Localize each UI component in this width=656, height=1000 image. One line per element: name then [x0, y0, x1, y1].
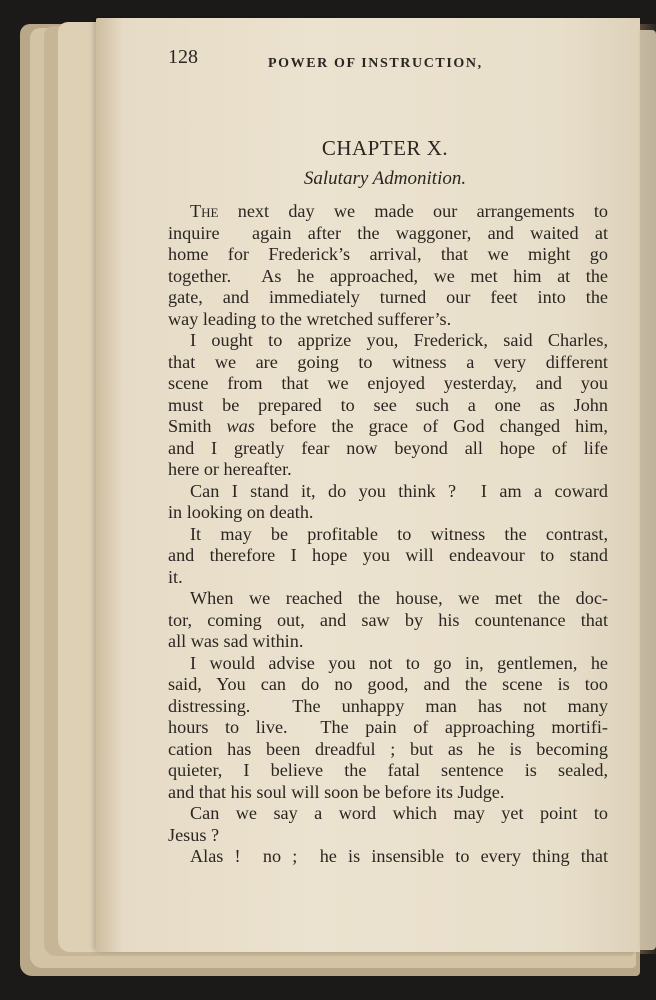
text-line [168, 481, 608, 503]
text-line [168, 373, 608, 395]
running-head: POWER OF INSTRUCTION, [268, 56, 483, 71]
text-segment: it. [168, 566, 183, 587]
text-line [168, 416, 608, 438]
text-segment: Can I stand it, do you think ? I am a coward [190, 480, 608, 501]
text-segment: and therefore I hope you will endeavour to stand [168, 545, 608, 565]
text-line [168, 653, 608, 675]
text-segment: The [190, 201, 219, 221]
text-segment: I ought to apprize you, Frederick, said Charles, [190, 330, 608, 350]
text-line [168, 717, 608, 739]
text-line [168, 223, 608, 245]
text-line [168, 782, 608, 804]
text-segment: all was sad within. [168, 631, 304, 651]
text-segment: hours to live. The pain of approaching mortifi- [168, 717, 608, 737]
text-segment: that we are going to witness a very different [168, 351, 608, 372]
text-line [168, 266, 608, 288]
text-segment: home for Frederick’s arrival, that we might go [168, 244, 608, 264]
text-segment: in looking on death. [168, 502, 314, 522]
text-line [168, 459, 608, 481]
text-line [168, 395, 608, 417]
text-segment: gate, and immediately turned our feet into the [168, 287, 608, 307]
text-line [168, 803, 608, 825]
text-line [168, 438, 608, 460]
text-segment: When we reached the house, we met the doc- [190, 588, 608, 608]
text-segment: inquire again after the waggoner, and waited at [168, 222, 608, 243]
text-segment: tor, coming out, and saw by his countenance that [168, 609, 608, 630]
text-line [168, 567, 608, 589]
text-line [168, 287, 608, 309]
text-line [168, 201, 608, 223]
text-line [168, 739, 608, 761]
text-segment: must be prepared to see such a one as John [168, 394, 608, 415]
text-line [168, 545, 608, 567]
text-line [168, 330, 608, 352]
text-segment: scene from that we enjoyed yesterday, and you [168, 373, 608, 393]
text-line [168, 524, 608, 546]
text-line [168, 674, 608, 696]
text-segment: said, You can do no good, and the scene is too [168, 674, 608, 694]
chapter-subtitle: Salutary Admonition. [303, 168, 467, 189]
text-segment: and I greatly fear now beyond all hope of life [168, 437, 608, 458]
page-number: 128 [168, 46, 198, 68]
text-line [168, 696, 608, 718]
text-line [168, 631, 608, 653]
text-line [168, 244, 608, 266]
body-text [168, 201, 608, 868]
text-segment: cation has been dreadful ; but as he is becoming [168, 738, 608, 759]
text-segment: Jesus ? [168, 824, 220, 845]
text-line [168, 502, 608, 524]
text-segment: here or hereafter. [168, 459, 292, 479]
text-line [168, 588, 608, 610]
text-segment: Smith [168, 416, 227, 436]
text-line [168, 352, 608, 374]
text-segment: way leading to the wretched sufferer’s. [168, 308, 452, 329]
text-segment: next day we made our arrangements to [218, 201, 608, 221]
text-line [168, 846, 608, 868]
text-segment: and that his soul will soon be before its Judge. [168, 781, 505, 802]
text-line [168, 825, 608, 847]
text-segment: before the grace of God changed him, [254, 416, 608, 436]
text-segment: Alas ! no ; he is insensible to every thing that [190, 846, 608, 866]
text-line [168, 760, 608, 782]
text-segment: distressing. The unhappy man has not many [168, 695, 608, 716]
text-line [168, 309, 608, 331]
text-segment: quieter, I believe the fatal sentence is sealed, [168, 760, 608, 780]
text-segment: was [226, 416, 255, 436]
text-segment: together. As he approached, we met him at the [168, 265, 608, 286]
chapter-title: CHAPTER X. [321, 136, 449, 160]
text-segment: Can we say a word which may yet point to [190, 803, 608, 823]
text-line [168, 610, 608, 632]
text-segment: I would advise you not to go in, gentlemen, he [190, 652, 608, 673]
text-segment: It may be profitable to witness the contrast, [190, 523, 608, 544]
